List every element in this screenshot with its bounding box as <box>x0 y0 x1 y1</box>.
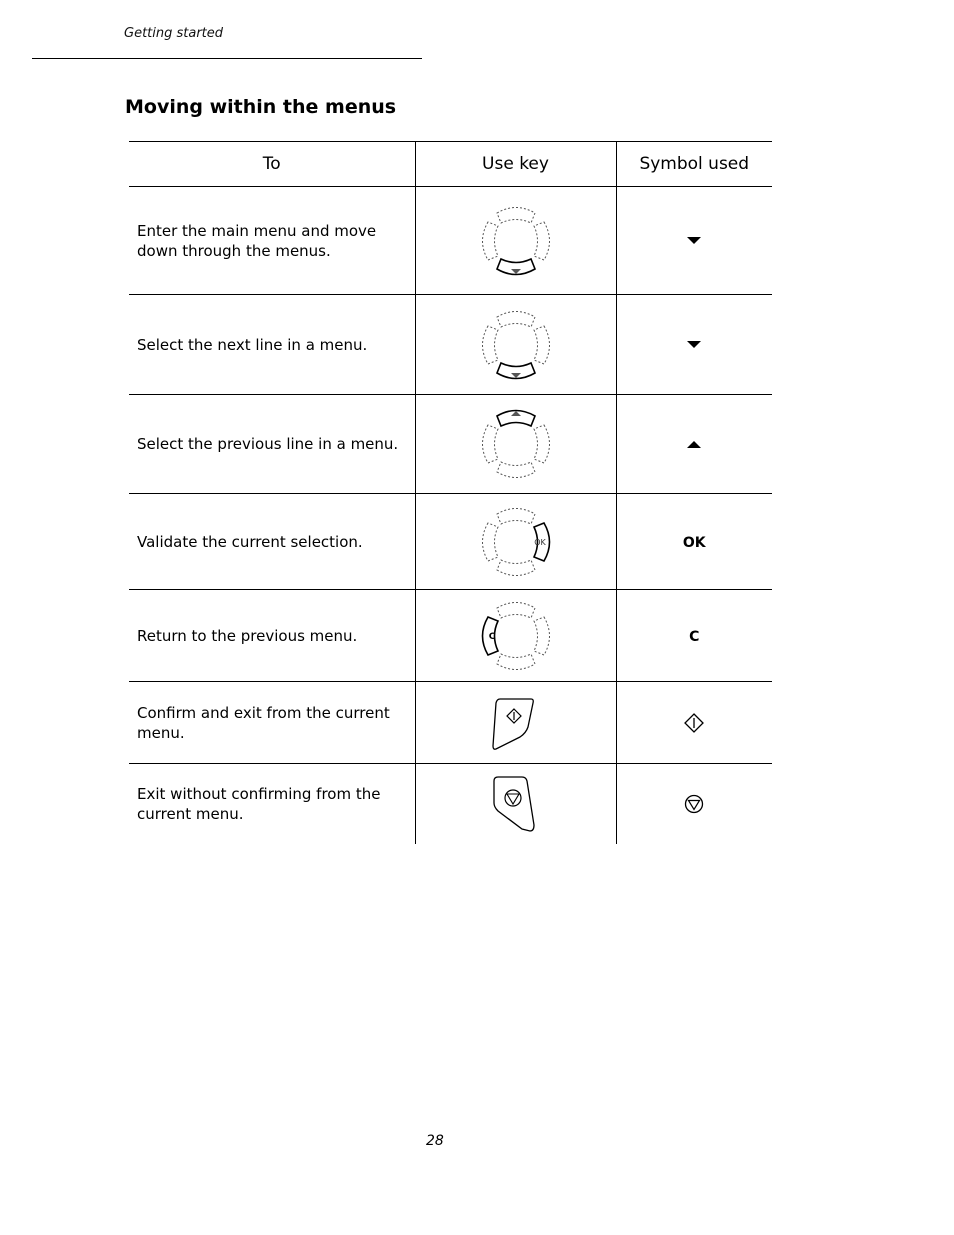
column-header-use-key: Use key <box>415 142 616 187</box>
action-text: Select the previous line in a menu. <box>137 435 399 453</box>
stop-circle-icon <box>684 794 704 814</box>
symbol-cell <box>616 494 772 590</box>
down-arrow-icon <box>687 237 701 245</box>
section-title: Moving within the menus <box>125 96 397 118</box>
table-row <box>129 494 772 590</box>
table-row <box>129 187 772 295</box>
column-header-symbol-used: Symbol used <box>616 142 772 187</box>
up-arrow-icon <box>687 441 701 449</box>
key-cell <box>415 764 616 844</box>
column-header-to: To <box>129 142 415 187</box>
action-cell <box>129 590 415 682</box>
symbol-cell <box>616 187 772 295</box>
header-rule <box>32 58 422 59</box>
table-row <box>129 590 772 682</box>
ok-symbol: OK <box>682 534 706 551</box>
action-cell <box>129 494 415 590</box>
key-cell <box>415 682 616 764</box>
table-header-row <box>129 142 772 187</box>
navigation-pad-up-icon <box>476 404 556 484</box>
action-text: Select the next line in a menu. <box>137 335 368 354</box>
navigation-pad-down-icon <box>476 201 556 281</box>
action-cell <box>129 295 415 395</box>
action-text: Exit without confirming from the current menu. <box>137 784 381 823</box>
table-row <box>129 682 772 764</box>
start-key-icon <box>486 693 546 753</box>
action-cell <box>129 187 415 295</box>
action-text: Confirm and exit from the current menu. <box>137 703 390 742</box>
symbol-cell <box>616 682 772 764</box>
key-cell <box>415 395 616 494</box>
c-symbol: C <box>689 628 700 645</box>
navigation-pad-down-icon <box>476 305 556 385</box>
action-cell <box>129 682 415 764</box>
running-header: Getting started <box>124 26 224 41</box>
ok-key-label: OK <box>533 537 546 547</box>
symbol-cell <box>616 395 772 494</box>
down-arrow-icon <box>687 341 701 349</box>
symbol-cell <box>616 764 772 844</box>
key-cell <box>415 187 616 295</box>
table-row <box>129 295 772 395</box>
action-cell <box>129 764 415 844</box>
key-cell <box>415 590 616 682</box>
table-row <box>129 764 772 844</box>
stop-key-icon <box>486 773 546 835</box>
start-diamond-icon <box>684 713 704 733</box>
key-cell <box>415 295 616 395</box>
navigation-pad-ok-icon <box>476 502 556 582</box>
c-key-label: C <box>488 631 495 642</box>
navigation-keys-table <box>129 141 772 844</box>
symbol-cell <box>616 590 772 682</box>
table-row <box>129 395 772 494</box>
navigation-pad-c-icon <box>476 596 556 676</box>
page-number: 28 <box>426 1133 444 1149</box>
key-cell <box>415 494 616 590</box>
action-text: Return to the previous menu. <box>137 626 358 645</box>
symbol-cell <box>616 295 772 395</box>
action-text: Enter the main menu and move down through the menus. <box>137 221 377 260</box>
action-text: Validate the current selection. <box>137 532 363 551</box>
action-cell <box>129 395 415 494</box>
